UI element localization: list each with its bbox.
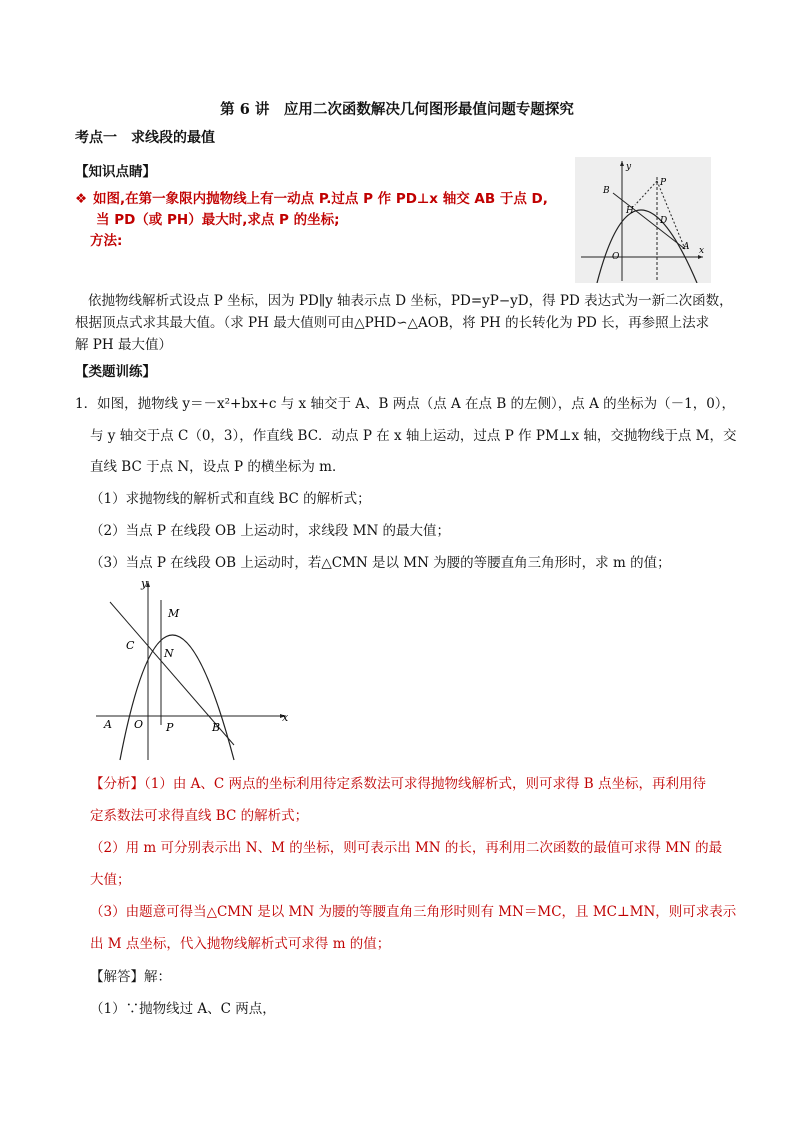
figure-1-svg xyxy=(575,157,711,283)
section-title: 考点一 求线段的最值 xyxy=(75,130,215,146)
figure-2-label-o: O xyxy=(134,718,144,731)
problem-1-line-3: 直线 BC 于点 N，设点 P 的横坐标为 m． xyxy=(90,459,346,475)
method-label: 方法: xyxy=(90,233,123,249)
figure-2-svg xyxy=(88,575,298,765)
analysis-line-1: 【分析】（1）由 A、C 两点的坐标利用待定系数法可求得抛物线解析式，则可求得 B 点坐标，再利用待 xyxy=(90,776,707,792)
problem-1-question-1: （1）求抛物线的解析式和直线 BC 的解析式； xyxy=(90,491,371,507)
figure-2-label-n: N xyxy=(164,647,174,660)
page-title: 第 6 讲 应用二次函数解决几何图形最值问题专题探究 xyxy=(220,101,574,118)
practice-label: 【类题训练】 xyxy=(75,364,156,380)
knowledge-question-line-1 xyxy=(75,187,548,207)
figure-1-label-y: y xyxy=(626,162,632,172)
figure-2-label-c: C xyxy=(126,639,135,652)
explanation-line-3: 解 PH 最大值） xyxy=(75,337,172,353)
analysis-line-6: 出 M 点坐标，代入抛物线解析式可求得 m 的值； xyxy=(90,936,391,952)
knowledge-question-text-1: 如图,在第一象限内抛物线上有一动点 P.过点 P 作 PD⊥x 轴交 AB 于点 D, xyxy=(93,191,548,207)
figure-1-label-x: x xyxy=(699,246,705,256)
knowledge-label: 【知识点睛】 xyxy=(75,164,156,180)
figure-2-label-a: A xyxy=(104,718,112,731)
figure-2-label-x: x xyxy=(282,711,289,724)
explanation-line-2: 根据顶点式求其最大值。（求 PH 最大值则可由△PHD∽△AOB，将 PH 的长转化为 PD 长，再参照上法求 xyxy=(75,315,710,331)
figure-2-label-p: P xyxy=(166,721,174,734)
figure-1-label-a: A xyxy=(683,242,690,252)
answer-line-1: （1）∵抛物线过 A、C 两点， xyxy=(90,1001,276,1017)
analysis-line-3: （2）用 m 可分别表示出 N、M 的坐标，则可表示出 MN 的长，再利用二次函数的最值可求得 MN 的最 xyxy=(90,840,723,856)
figure-2-label-y: y xyxy=(141,577,148,590)
figure-2-label-m: M xyxy=(168,607,180,620)
figure-parabola-pd xyxy=(575,157,711,283)
figure-1-label-o: O xyxy=(612,252,620,262)
figure-2-parabola xyxy=(120,635,234,760)
analysis-line-4: 大值； xyxy=(90,872,131,888)
analysis-line-2: 定系数法可求得直线 BC 的解析式； xyxy=(90,808,309,824)
figure-1-label-p: P xyxy=(660,178,667,188)
figure-2-label-b: B xyxy=(212,721,221,734)
explanation-line-1: 依抛物线解析式设点 P 坐标，因为 PD∥y 轴表示点 D 坐标，PD=yP−yD，得 PD 表达式为一新二次函数， xyxy=(88,293,733,309)
figure-1-label-h: H xyxy=(626,206,634,216)
answer-label: 【解答】解： xyxy=(90,969,171,985)
knowledge-question-line-2: 当 PD（或 PH）最大时,求点 P 的坐标; xyxy=(96,212,340,228)
figure-1-background xyxy=(575,157,711,283)
diamond-bullet-icon: ❖ xyxy=(75,191,88,207)
problem-1-question-3: （3）当点 P 在线段 OB 上运动时，若△CMN 是以 MN 为腰的等腰直角三角形时，求 m 的值； xyxy=(90,555,671,571)
analysis-line-5: （3）由题意可得当△CMN 是以 MN 为腰的等腰直角三角形时则有 MN＝MC，且 MC⊥MN，则可求表示 xyxy=(90,904,737,920)
figure-parabola-cmn xyxy=(88,575,298,765)
problem-1-question-2: （2）当点 P 在线段 OB 上运动时，求线段 MN 的最大值； xyxy=(90,523,451,539)
problem-1-line-1: 1．如图，抛物线 y＝－x²+bx+c 与 x 轴交于 A、B 两点（点 A 在点 B 的左侧），点 A 的坐标为（－1，0）， xyxy=(75,396,736,412)
figure-1-label-b: B xyxy=(603,186,610,196)
figure-1-label-d: D xyxy=(660,216,668,226)
problem-1-line-2: 与 y 轴交于点 C（0，3），作直线 BC．动点 P 在 x 轴上运动，过点 P 作 PM⊥x 轴，交抛物线于点 M，交 xyxy=(90,428,737,444)
